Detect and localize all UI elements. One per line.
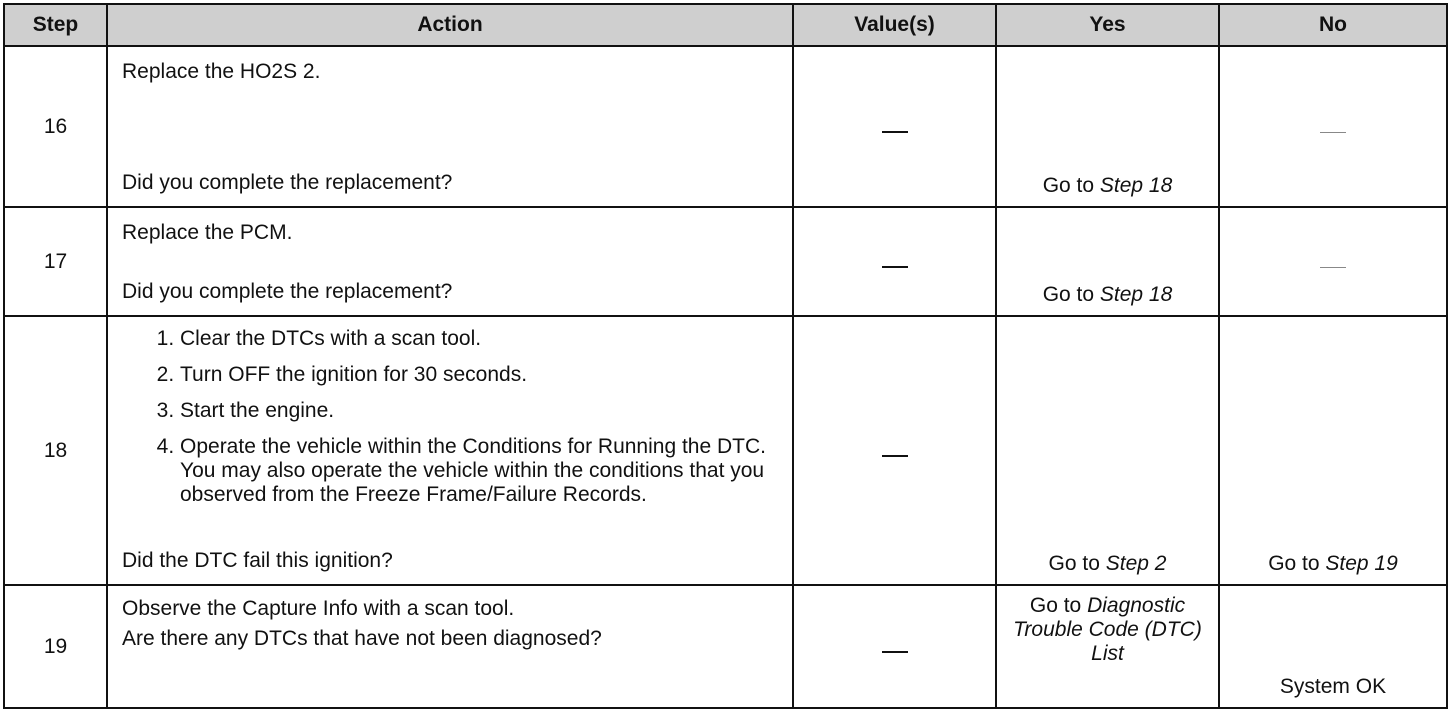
- yes-step-link[interactable]: Step 18: [1099, 283, 1173, 306]
- value-cell: [793, 316, 996, 585]
- yes-dtc-list-link[interactable]: Diagnostic Trouble Code (DTC) List: [1013, 594, 1202, 665]
- yes-step-link[interactable]: Step 2: [1105, 552, 1167, 575]
- no-cell: [1219, 207, 1447, 316]
- value-dash: [882, 651, 908, 653]
- value-cell: [793, 207, 996, 316]
- action-cell: [107, 316, 793, 585]
- no-cell: System OK: [1219, 585, 1447, 708]
- step-number: 18: [4, 316, 107, 585]
- header-step: Step: [4, 4, 107, 46]
- no-dash: [1320, 267, 1346, 268]
- action-cell: [107, 585, 793, 708]
- yes-prefix: Go to: [1029, 594, 1088, 617]
- table-row: [4, 207, 1447, 316]
- yes-cell: [996, 316, 1219, 585]
- no-step-link[interactable]: Step 19: [1325, 552, 1398, 575]
- no-cell: [1219, 46, 1447, 207]
- header-yes: Yes: [996, 4, 1219, 46]
- step-number: 17: [4, 207, 107, 316]
- action-question: Did you complete the replacement?: [122, 171, 453, 194]
- table-row: [4, 46, 1447, 207]
- header-row: [4, 4, 1447, 46]
- yes-cell: [996, 46, 1219, 207]
- list-item: 2. Turn OFF the ignition for 30 seconds.: [180, 363, 778, 387]
- diagnostic-table: [3, 3, 1448, 709]
- yes-prefix: Go to: [1048, 552, 1106, 575]
- table-row: [4, 585, 1447, 708]
- step-number: 19: [4, 585, 107, 708]
- action-text: Observe the Capture Info with a scan tool.: [122, 597, 515, 620]
- list-item: 3. Start the engine.: [180, 399, 778, 423]
- action-question: Are there any DTCs that have not been diagnosed?: [122, 627, 602, 650]
- header-action: Action: [107, 4, 793, 46]
- header-no: No: [1219, 4, 1447, 46]
- no-dash: [1320, 132, 1346, 133]
- yes-step-link[interactable]: Step 18: [1099, 174, 1173, 197]
- action-cell: [107, 207, 793, 316]
- action-steps-list: [122, 327, 778, 511]
- list-item: 1. Clear the DTCs with a scan tool.: [180, 327, 778, 351]
- yes-prefix: Go to: [1042, 283, 1100, 306]
- action-question: Did you complete the replacement?: [122, 280, 453, 303]
- no-cell: [1219, 316, 1447, 585]
- value-dash: [882, 455, 908, 457]
- value-dash: [882, 131, 908, 133]
- no-prefix: Go to: [1268, 552, 1326, 575]
- value-cell: [793, 585, 996, 708]
- table-row: [4, 316, 1447, 585]
- yes-cell: [996, 585, 1219, 708]
- action-text: Replace the PCM.: [122, 221, 293, 244]
- list-item: 4. Operate the vehicle within the Conditions for Running the DTC. You may also operate the vehicle within the conditions that you observed from the Freeze Frame/Failure Records.: [180, 435, 778, 507]
- action-cell: [107, 46, 793, 207]
- value-dash: [882, 266, 908, 268]
- header-values: Value(s): [793, 4, 996, 46]
- step-number: 16: [4, 46, 107, 207]
- yes-prefix: Go to: [1042, 174, 1100, 197]
- value-cell: [793, 46, 996, 207]
- yes-cell: [996, 207, 1219, 316]
- action-text: Replace the HO2S 2.: [122, 60, 321, 83]
- action-question: Did the DTC fail this ignition?: [122, 549, 393, 572]
